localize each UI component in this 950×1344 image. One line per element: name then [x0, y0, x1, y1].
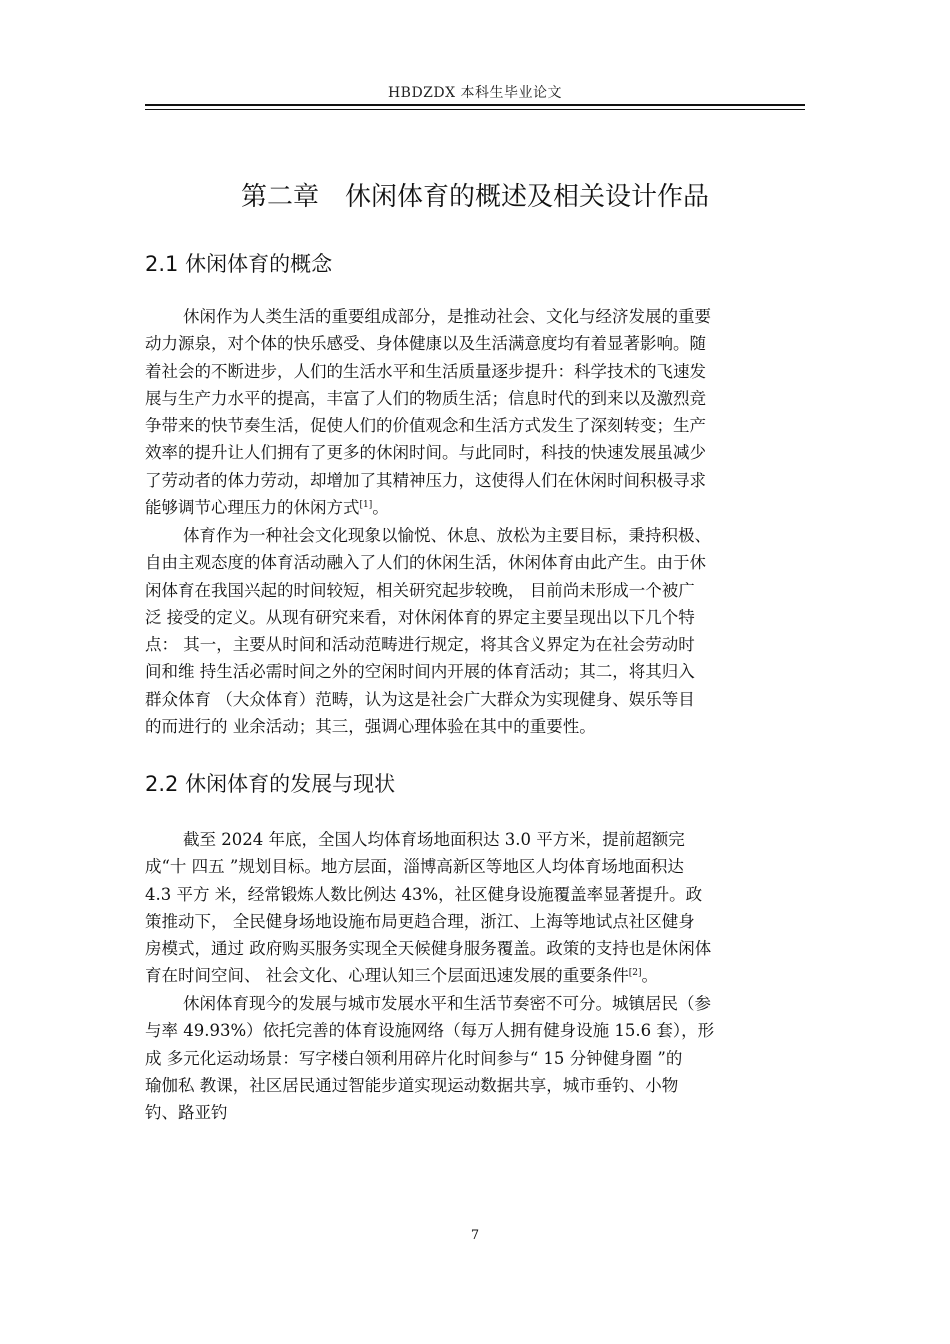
citation-2: [2] [628, 968, 642, 979]
text-line: 与率 49.93%）依托完善的体育设施网络（每万人拥有健身设施 15.6 套），形 [145, 1021, 715, 1041]
text-line: 策推动下， 全民健身场地设施布局更趋合理，浙江、上海等地试点社区健身 [145, 911, 695, 931]
text-line: 休闲作为人类生活的重要组成部分，是推动社会、文化与经济发展的重要 [183, 307, 711, 326]
header-rule-thin [145, 109, 805, 110]
text-line: 了劳动者的体力劳动，却增加了其精神压力，这使得人们在休闲时间积极寻求 [145, 470, 706, 490]
text-line: 效率的提升让人们拥有了更多的休闲时间。与此同时，科技的快速发展虽减少 [145, 443, 706, 463]
text-span: 育在时间空间、 社会文化、心理认知三个层面迅速发展的重要条件 [145, 966, 629, 986]
chapter-title: 第二章 休闲体育的概述及相关设计作品 [240, 182, 709, 212]
text-span: 。 [641, 966, 658, 986]
text-line: 争带来的快节奏生活，促使人们的价值观念和生活方式发生了深刻转变；生产 [145, 416, 706, 436]
section-heading-2-2: 2.2 休闲体育的发展与现状 [145, 772, 396, 796]
text-span: 。 [372, 498, 389, 518]
text-line: 间和维 持生活必需时间之外的空闲时间内开展的体育活动；其二，将其归入 [145, 662, 695, 682]
text-line: 群众体育 （大众体育）范畴，认为这是社会广大群众为实现健身、娱乐等目 [145, 689, 695, 709]
paragraph-development-status [145, 826, 805, 990]
text-line: 钓、路亚钓 [145, 1103, 228, 1123]
text-line [145, 962, 805, 989]
text-line: 自由主观态度的体育活动融入了人们的休闲生活，休闲体育由此产生。由于休 [145, 553, 706, 573]
text-line: 休闲体育现今的发展与城市发展水平和生活节奏密不可分。城镇居民（参 [183, 994, 711, 1013]
text-line: 房模式，通过 政府购买服务实现全天候健身服务覆盖。政策的支持也是休闲体 [145, 939, 712, 959]
text-span: 能够调节心理压力的休闲方式 [145, 498, 360, 518]
paragraph-leisure-definition [145, 303, 805, 521]
text-line: 成“十 四五 ”规划目标。地方层面，淄博高新区等地区人均体育场地面积达 [145, 857, 684, 877]
section-heading-2-1: 2.1 休闲体育的概念 [145, 252, 333, 276]
header-rule-thick [145, 104, 805, 106]
text-line: 的而进行的 业余活动；其三，强调心理体验在其中的重要性。 [145, 717, 596, 737]
text-line: 泛 接受的定义。从现有研究来看，对休闲体育的界定主要呈现出以下几个特 [145, 607, 695, 627]
text-line: 截至 2024 年底，全国人均体育场地面积达 3.0 平方米，提前超额完 [183, 830, 685, 849]
text-line: 着社会的不断进步，人们的生活水平和生活质量逐步提升：科学技术的飞速发 [145, 361, 706, 381]
text-line: 瑜伽私 教课，社区居民通过智能步道实现运动数据共享，城市垂钓、小物 [145, 1075, 679, 1095]
text-line [145, 494, 805, 521]
text-line: 体育作为一种社会文化现象以愉悦、休息、放松为主要目标，秉持积极、 [183, 526, 711, 545]
text-line: 闲体育在我国兴起的时间较短，相关研究起步较晚， 目前尚未形成一个被广 [145, 580, 695, 600]
text-line: 成 多元化运动场景：写字楼白领利用碎片化时间参与“ 15 分钟健身圈 ”的 [145, 1048, 683, 1068]
page-header: HBDZDX 本科生毕业论文 [387, 85, 563, 101]
page-number: 7 [470, 1228, 480, 1243]
paragraph-sport-definition [145, 522, 805, 740]
paragraph-urban-development [145, 990, 805, 1126]
text-line: 点： 其一，主要从时间和活动范畴进行规定，将其含义界定为在社会劳动时 [145, 635, 695, 655]
text-line: 4.3 平方 米，经常锻炼人数比例达 43%，社区健身设施覆盖率显著提升。政 [145, 884, 703, 904]
text-line: 展与生产力水平的提高，丰富了人们的物质生活；信息时代的到来以及激烈竞 [145, 388, 706, 408]
citation-1: [1] [359, 500, 373, 511]
text-line: 动力源泉，对个体的快乐感受、身体健康以及生活满意度均有着显著影响。随 [145, 334, 706, 354]
